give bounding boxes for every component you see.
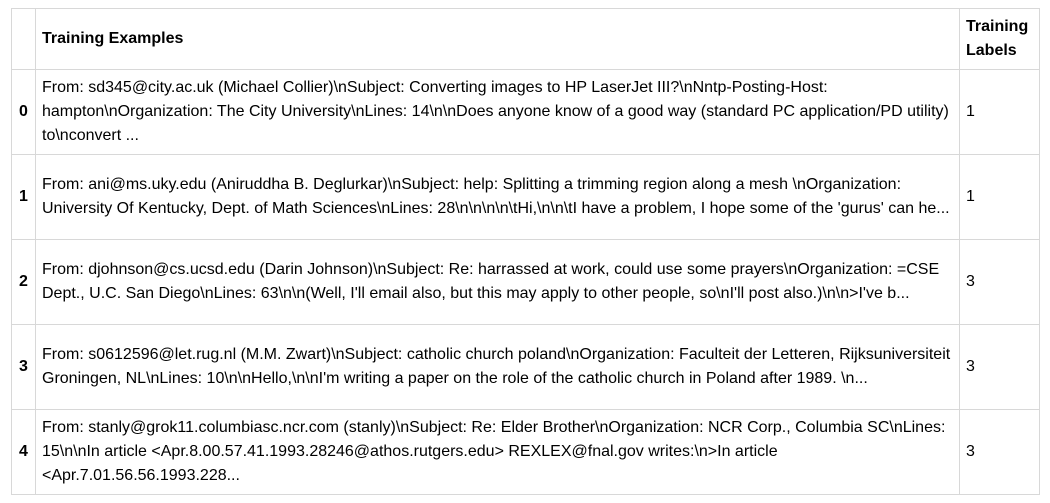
table-header [12,9,1040,70]
training-label-cell: 3 [960,410,1040,495]
training-labels-header [960,9,1040,70]
row-index: 4 [12,410,36,495]
training-example-cell: From: sd345@city.ac.uk (Michael Collier)\nSubject: Converting images to HP LaserJet III?\nNntp-Posting-Host: hampton\nOrganization: The City University\nLines: 14\n\nDoes anyone know of a good way (standard PC application/PD utility) to\nconvert ... [36,70,960,155]
index-column-header [12,9,36,70]
row-index: 2 [12,240,36,325]
training-example-cell: From: stanly@grok11.columbiasc.ncr.com (stanly)\nSubject: Re: Elder Brother\nOrganization: NCR Corp., Columbia SC\nLines: 15\n\nIn article <Apr.8.00.57.41.1993.28246@athos.rutgers.edu> REXLEX@fnal.gov writes:\n>In article <Apr.7.01.56.56.1993.228... [36,410,960,495]
header-row [12,9,1040,70]
table-body [12,70,1040,495]
training-examples-header: Training Examples [36,9,960,70]
dataframe-output [11,8,1040,495]
table-row [12,240,1040,325]
row-index: 3 [12,325,36,410]
table-row [12,70,1040,155]
row-index: 1 [12,155,36,240]
training-example-cell: From: s0612596@let.rug.nl (M.M. Zwart)\nSubject: catholic church poland\nOrganization: Faculteit der Letteren, Rijksuniversiteit Groningen, NL\nLines: 10\n\nHello,\n\nI'm writing a paper on the role of the catholic church in Poland after 1989. \n... [36,325,960,410]
training-labels-header-line2: Labels [966,42,1017,59]
training-example-cell: From: djohnson@cs.ucsd.edu (Darin Johnson)\nSubject: Re: harrassed at work, could use some prayers\nOrganization: =CSE Dept., U.C. San Diego\nLines: 63\n\n(Well, I'll email also, but this may apply to other people, so\nI'll post also.)\n\n>I've b... [36,240,960,325]
training-example-cell: From: ani@ms.uky.edu (Aniruddha B. Deglurkar)\nSubject: help: Splitting a trimming region along a mesh \nOrganization: University Of Kentucky, Dept. of Math Sciences\nLines: 28\n\n\n\n\tHi,\n\n\tI have a problem, I hope some of the 'gurus' can he... [36,155,960,240]
training-label-cell: 1 [960,70,1040,155]
row-index: 0 [12,70,36,155]
training-label-cell: 1 [960,155,1040,240]
training-label-cell: 3 [960,325,1040,410]
training-label-cell: 3 [960,240,1040,325]
table-row [12,410,1040,495]
training-data-table [11,8,1040,495]
table-row [12,325,1040,410]
training-labels-header-line1: Training [966,18,1029,35]
table-row [12,155,1040,240]
